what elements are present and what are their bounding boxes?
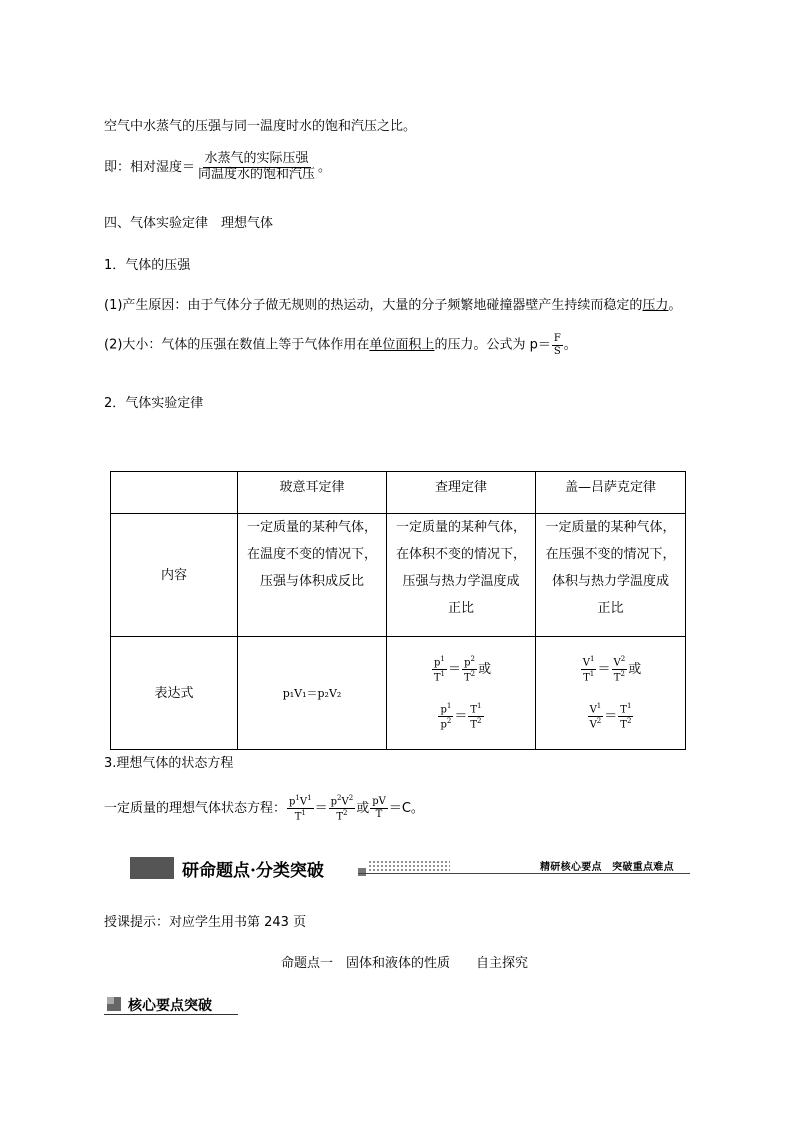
cell-boyle-expression bbox=[238, 637, 387, 750]
cell-line: 一定质量的某种气体， bbox=[395, 520, 526, 535]
cell-line: 体积与热力学温度成 bbox=[551, 574, 669, 589]
subsection-gas-pressure: 1．气体的压强 bbox=[104, 258, 191, 273]
paragraph-humidity-definition: 空气中水蒸气的压强与同一温度时水的饱和汽压之比。 bbox=[104, 119, 417, 134]
equation-suffix: ＝C。 bbox=[388, 800, 424, 816]
formula-prefix: 即：相对湿度＝ bbox=[104, 159, 196, 175]
cell-line: 一定质量的某种气体， bbox=[545, 520, 676, 535]
gas-laws-table bbox=[110, 471, 686, 750]
fraction-numerator: 水蒸气的实际压强 bbox=[204, 151, 309, 166]
banner-dots bbox=[368, 860, 450, 872]
equation-prefix: 一定质量的理想气体状态方程： bbox=[104, 800, 287, 816]
cell-line: 在压强不变的情况下， bbox=[545, 547, 676, 562]
cell-gaylussac-content bbox=[536, 514, 686, 637]
banner-subtitle: 精研核心要点 突破重点难点 bbox=[540, 862, 674, 873]
item-pressure-origin bbox=[104, 294, 681, 313]
or-text: 或 bbox=[628, 662, 642, 678]
header-gaylussac: 盖—吕萨克定律 bbox=[536, 472, 686, 514]
gaylussac-equation-1: $\frac{V^1}{T^1}$ ＝ $\frac{V^2}{T^2}$ 或 bbox=[582, 655, 642, 684]
charles-equation-1: $\frac{p^1}{T^1}$ ＝ $\frac{p^2}{T^2}$ 或 bbox=[433, 655, 492, 684]
underlined-term: 压力 bbox=[642, 298, 669, 313]
banner-bar bbox=[130, 857, 174, 879]
header-charles: 查理定律 bbox=[387, 472, 536, 514]
table-row-expression bbox=[111, 637, 686, 750]
humidity-fraction bbox=[196, 152, 317, 183]
cell-charles-content bbox=[387, 514, 536, 637]
charles-equation-2: $\frac{p^1}{p^2}$ ＝ $\frac{T^1}{T^2}$ bbox=[440, 702, 482, 731]
cell-line: 正比 bbox=[447, 601, 474, 616]
cell-line: 一定质量的某种气体， bbox=[246, 520, 377, 535]
boyle-equation: p₁V₁＝p₂V₂ bbox=[282, 687, 342, 700]
cell-charles-expression bbox=[387, 637, 536, 750]
fraction-denominator: 同温度水的饱和汽压 bbox=[198, 166, 316, 182]
topic-heading: 命题点一 固体和液体的性质 自主探究 bbox=[281, 956, 529, 971]
banner-square bbox=[358, 868, 366, 876]
cell-gaylussac-expression bbox=[536, 637, 686, 750]
section-title-gas-laws: 四、气体实验定律 理想气体 bbox=[104, 216, 274, 231]
table-header-row bbox=[111, 472, 686, 514]
lecture-hint: 授课提示：对应学生用书第 243 页 bbox=[104, 915, 307, 930]
item-text-end: 。 bbox=[563, 337, 577, 353]
relative-humidity-formula bbox=[104, 152, 331, 183]
cell-boyle-content bbox=[238, 514, 387, 637]
banner-rule bbox=[358, 873, 690, 874]
fraction-numerator: F bbox=[553, 333, 561, 344]
row-label-expression: 表达式 bbox=[111, 637, 238, 750]
section-square-icon bbox=[107, 997, 121, 1011]
gaylussac-equation-2: $\frac{V^1}{V^2}$ ＝ $\frac{T^1}{T^2}$ bbox=[589, 702, 632, 731]
ideal-gas-equation: 一定质量的理想气体状态方程： $\frac{p^1V^1}{T^1}$ ＝ $\frac{p^2V^2}{T^2}$ 或 $\frac{pV}{T}$ ＝C。 bbox=[104, 794, 424, 823]
cell-line: 在温度不变的情况下， bbox=[246, 547, 377, 562]
cell-line: 在体积不变的情况下， bbox=[395, 547, 526, 562]
header-empty bbox=[111, 472, 238, 514]
fraction-denominator: S bbox=[553, 345, 561, 357]
pressure-fraction bbox=[552, 333, 563, 357]
cell-line: 正比 bbox=[597, 601, 624, 616]
row-label-content: 内容 bbox=[111, 514, 238, 637]
item-text-mid: 的压力。公式为 p＝ bbox=[434, 337, 551, 353]
banner-title: 研命题点·分类突破 bbox=[182, 861, 324, 881]
table-row-content bbox=[111, 514, 686, 637]
subsection-ideal-gas: 3.理想气体的状态方程 bbox=[104, 756, 234, 771]
item-text: (1)产生原因：由于气体分子做无规则的热运动，大量的分子频繁地碰撞器壁产生持续而稳定的 bbox=[104, 298, 643, 313]
or-text: 或 bbox=[478, 662, 492, 678]
underlined-term: 单位面积上 bbox=[369, 337, 435, 353]
subsection-gas-laws: 2．气体实验定律 bbox=[104, 396, 204, 411]
header-boyle: 玻意耳定律 bbox=[238, 472, 387, 514]
cell-line: 压强与热力学温度成 bbox=[402, 574, 520, 589]
core-points-title: 核心要点突破 bbox=[128, 998, 212, 1014]
item-text: (2)大小：气体的压强在数值上等于气体作用在 bbox=[104, 337, 370, 353]
formula-suffix: 。 bbox=[318, 159, 332, 175]
or-text: 或 bbox=[356, 800, 370, 816]
item-pressure-magnitude bbox=[104, 333, 577, 357]
cell-line: 压强与体积成反比 bbox=[259, 574, 364, 589]
item-text-end: 。 bbox=[668, 298, 682, 313]
